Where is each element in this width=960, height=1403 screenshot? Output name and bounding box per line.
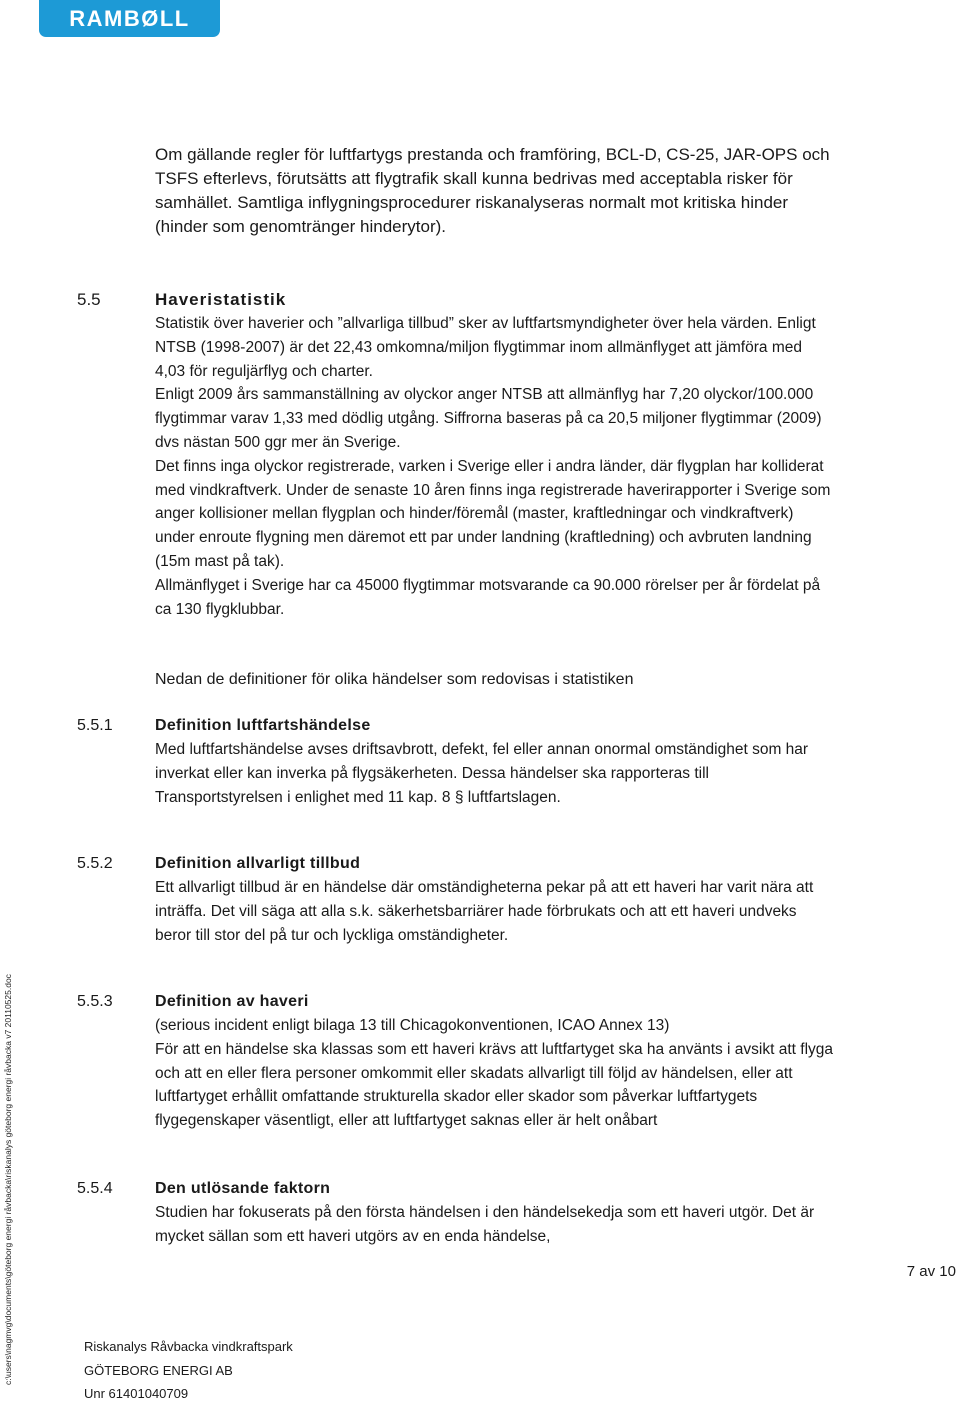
subsection-allvarligt-tillbud — [155, 852, 835, 947]
subsection-number: 5.5.3 — [77, 993, 113, 1010]
subsection-number: 5.5.1 — [77, 717, 113, 734]
page-number: 7 av 10 — [906, 1263, 956, 1280]
logo-text: RAMBØLL — [69, 5, 190, 31]
paragraph: Statistik över haverier och ”allvarliga tillbud” sker av luftfartsmyndigheter över hela värden. Enligt NTSB (1998-2007) är det 22,43 omkomna/miljon flygtimmar inom allmänflyget att jämföra med 4,03 för reguljärflyg och charter. — [155, 315, 816, 380]
definitions-intro: Nedan de definitioner för olika händelser som redovisas i statistiken — [155, 671, 634, 688]
subsection-title: Definition allvarligt tillbud — [155, 855, 361, 872]
subsection-title: Definition av haveri — [155, 993, 309, 1010]
subsection-utlosande-faktorn — [155, 1177, 835, 1249]
subsection-number: 5.5.2 — [77, 855, 113, 872]
section-title: Haveristatistik — [155, 290, 287, 309]
subsection-title: Definition luftfartshändelse — [155, 717, 371, 734]
footer-project: Riskanalys Råvbacka vindkraftspark — [84, 1339, 293, 1354]
footer-client: GÖTEBORG ENERGI AB — [84, 1363, 233, 1378]
paragraph: Allmänflyget i Sverige har ca 45000 flygtimmar motsvarande ca 90.000 rörelser per år fördelat på ca 130 flygklubbar. — [155, 576, 821, 618]
rambooll-logo — [39, 0, 220, 37]
paragraph: (serious incident enligt bilaga 13 till Chicagokonventionen, ICAO Annex 13) — [155, 1017, 670, 1034]
subsection-luftfartshandelse — [155, 714, 835, 809]
paragraph: Enligt 2009 års sammanställning av olyckor anger NTSB att allmänflyg har 7,20 olyckor/100.000 flygtimmar varav 1,33 med dödlig utgång. Siffrorna baseras på ca 20,5 miljoner flygtimmar (2009) dvs nästan 500 ggr mer än Sverige. — [155, 386, 822, 451]
subsection-title: Den utlösande faktorn — [155, 1180, 331, 1197]
subsection-haveri — [155, 990, 835, 1133]
intro-paragraph: Om gällande regler för luftfartygs prestanda och framföring, BCL-D, CS-25, JAR-OPS och TSFS efterlevs, förutsätts att flygtrafik skall kunna bedrivas med acceptabla risker för samhället. Samtliga inflygningsprocedurer riskanalyseras normalt mot kritiska hinder (hinder som genomtränger hinderytor). — [155, 145, 830, 236]
paragraph: Ett allvarligt tillbud är en händelse där omständigheterna pekar på att ett haveri har varit nära att inträffa. Det vill säga att alla s.k. säkerhetsbarriärer hade förbrukats och att ett haveri undveks beror till stor del på tur och lyckliga omständigheter. — [155, 879, 814, 944]
document-file-path: c:\users\nagmvg\documents\göteborg energi råvbacka\riskanalys göteborg energi råvbacka v7 20110525.doc — [3, 974, 13, 1385]
subsection-number: 5.5.4 — [77, 1180, 113, 1197]
paragraph: Med luftfartshändelse avses driftsavbrott, defekt, fel eller annan onormal omständighet som har inverkat eller kan inverka på flygsäkerheten. Dessa händelser ska rapporteras till Transportstyrelsen i enlighet med 11 kap. 8 § luftfartslagen. — [155, 741, 809, 806]
section-number: 5.5 — [77, 290, 101, 309]
paragraph: Studien har fokuserats på den första händelsen i den händelsekedja som ett haveri utgör. Det är mycket sällan som ett haveri utgörs av en enda händelse, — [155, 1204, 815, 1245]
footer-unr: Unr 61401040709 — [84, 1386, 189, 1401]
paragraph: Det finns inga olyckor registrerade, varken i Sverige eller i andra länder, där flygplan har kolliderat med vindkraftverk. Under de senaste 10 åren finns inga registrerade haverirapporter i Sverige som anger kollisioner mellan flygplan och hinder/föremål (master, kraftledningar och vindkraftverk) under enroute flygning men däremot ett par under landning (kraftledning) och avbruten landning (15m mast på tak). — [155, 457, 831, 570]
paragraph: För att en händelse ska klassas som ett haveri krävs att luftfartyget ska ha använts i avsikt att flyga och att en eller flera personer omkommit eller skadats allvarligt till följd av händelsen, eller att luftfartyget erhållit omfattande strukturella skador eller skador som påverkar luftfartygets flygegenskaper väsentligt, eller att luftfartyget saknas eller är helt onåbart — [155, 1040, 834, 1130]
section-haveristatistik — [155, 288, 835, 621]
